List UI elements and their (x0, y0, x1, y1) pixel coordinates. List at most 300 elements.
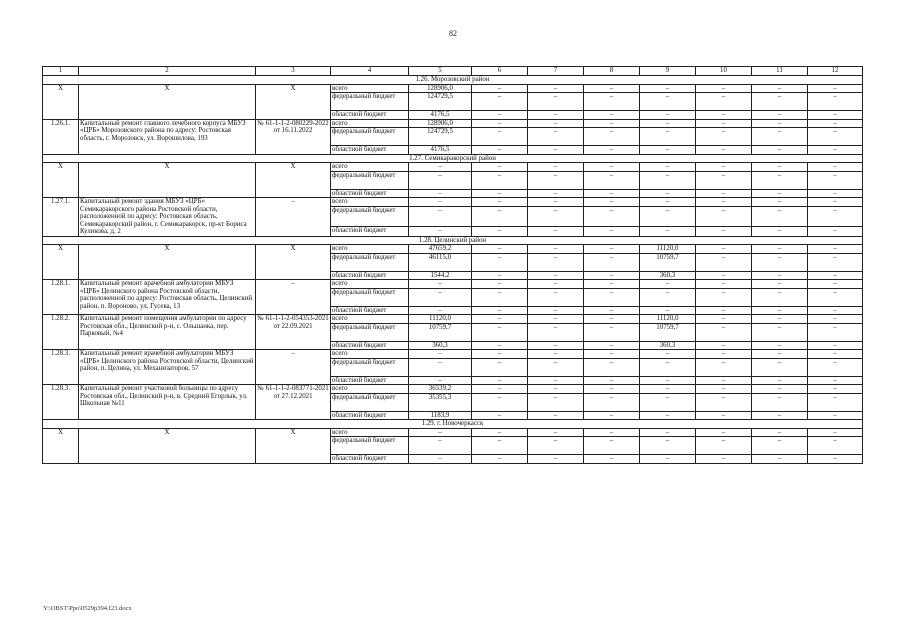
value-col-8: – (584, 455, 640, 464)
value-col-6: – (472, 393, 528, 411)
value-col-7: – (528, 315, 584, 324)
value-col-7: – (528, 189, 584, 198)
expertise-cell: № 61-1-1-2-080229-2022 от 16.11.2022 (256, 119, 331, 154)
value-col-9: – (640, 437, 696, 455)
value-col-11: – (752, 227, 808, 236)
value-col-12: – (808, 111, 863, 120)
value-col-5: 47659,2 (409, 245, 472, 254)
object-name-cell: Капитальный ремонт врачебной амбулатории МБУЗ «ЦРБ» Целинского района Ростовской области, Целинский район, п. Целина, ул. Механизаторов, 57 (79, 350, 256, 385)
value-col-11: – (752, 253, 808, 271)
value-col-9: – (640, 411, 696, 420)
funding-source-cell: федеральный бюджет (331, 171, 409, 189)
value-col-11: – (752, 358, 808, 376)
funding-source-cell: федеральный бюджет (331, 93, 409, 111)
expertise-cell: Х (256, 163, 331, 198)
object-number-cell: 1.27.1. (43, 198, 79, 237)
value-col-6: – (472, 207, 528, 227)
page-number: 82 (449, 29, 457, 38)
value-col-7: – (528, 93, 584, 111)
value-col-11: – (752, 111, 808, 120)
value-col-5: – (409, 455, 472, 464)
value-col-10: – (696, 358, 752, 376)
value-col-10: – (696, 411, 752, 420)
value-col-12: – (808, 411, 863, 420)
object-number-cell: Х (43, 245, 79, 280)
value-col-5: 36539,2 (409, 385, 472, 394)
value-col-6: – (472, 376, 528, 385)
financing-table (42, 66, 863, 464)
value-col-7: – (528, 358, 584, 376)
value-col-12: – (808, 376, 863, 385)
value-col-8: – (584, 146, 640, 155)
column-number-cell: 11 (752, 67, 808, 76)
value-col-11: – (752, 323, 808, 341)
object-number-cell: 1.28.1. (43, 280, 79, 315)
value-col-10: – (696, 306, 752, 315)
value-col-7: – (528, 411, 584, 420)
object-number-cell: 1.28.3. (43, 350, 79, 385)
funding-source-cell: всего (331, 245, 409, 254)
value-col-12: – (808, 323, 863, 341)
expertise-cell: Х (256, 245, 331, 280)
value-col-12: – (808, 437, 863, 455)
value-col-12: – (808, 280, 863, 289)
column-number-cell: 2 (79, 67, 256, 76)
value-col-7: – (528, 227, 584, 236)
value-col-6: – (472, 171, 528, 189)
funding-source-cell: федеральный бюджет (331, 253, 409, 271)
funding-source-cell: федеральный бюджет (331, 437, 409, 455)
funding-source-cell: всего (331, 198, 409, 207)
value-col-7: – (528, 198, 584, 207)
value-col-11: – (752, 189, 808, 198)
value-col-5: – (409, 207, 472, 227)
value-col-11: – (752, 428, 808, 437)
column-number-cell: 9 (640, 67, 696, 76)
value-col-10: – (696, 385, 752, 394)
value-col-9: 10759,7 (640, 253, 696, 271)
value-col-12: – (808, 163, 863, 172)
value-col-8: – (584, 84, 640, 93)
object-number-cell: 1.26.1. (43, 119, 79, 154)
column-number-cell: 10 (696, 67, 752, 76)
value-col-6: – (472, 455, 528, 464)
value-col-9: 360,3 (640, 271, 696, 280)
funding-source-cell: областной бюджет (331, 227, 409, 236)
value-col-12: – (808, 198, 863, 207)
table-row (43, 245, 863, 254)
value-col-8: – (584, 253, 640, 271)
value-col-8: – (584, 437, 640, 455)
value-col-11: – (752, 207, 808, 227)
value-col-5: – (409, 437, 472, 455)
value-col-6: – (472, 385, 528, 394)
expertise-cell: – (256, 198, 331, 237)
value-col-12: – (808, 171, 863, 189)
expertise-cell: – (256, 280, 331, 315)
value-col-12: – (808, 393, 863, 411)
funding-source-cell: всего (331, 280, 409, 289)
value-col-8: – (584, 376, 640, 385)
value-col-11: – (752, 411, 808, 420)
object-name-cell: Х (79, 84, 256, 119)
value-col-12: – (808, 93, 863, 111)
value-col-9: – (640, 350, 696, 359)
value-col-8: – (584, 245, 640, 254)
value-col-5: 128906,0 (409, 84, 472, 93)
value-col-8: – (584, 119, 640, 128)
value-col-7: – (528, 288, 584, 306)
value-col-5: – (409, 376, 472, 385)
value-col-8: – (584, 350, 640, 359)
value-col-7: – (528, 119, 584, 128)
value-col-10: – (696, 393, 752, 411)
section-title: 1.27. Семикаракорский район (43, 154, 863, 163)
value-col-12: – (808, 358, 863, 376)
value-col-7: – (528, 163, 584, 172)
value-col-10: – (696, 280, 752, 289)
value-col-9: – (640, 385, 696, 394)
value-col-11: – (752, 93, 808, 111)
value-col-8: – (584, 198, 640, 207)
value-col-9: 11120,0 (640, 245, 696, 254)
value-col-11: – (752, 306, 808, 315)
value-col-7: – (528, 253, 584, 271)
value-col-6: – (472, 111, 528, 120)
value-col-6: – (472, 93, 528, 111)
object-name-cell: Капитальный ремонт участковой больницы по адресу Ростовская обл., Целинский р-н, в. Средний Егорлык, ул. Школьная №11 (79, 385, 256, 420)
value-col-6: – (472, 227, 528, 236)
value-col-6: – (472, 189, 528, 198)
funding-source-cell: всего (331, 163, 409, 172)
value-col-5: 35355,3 (409, 393, 472, 411)
value-col-11: – (752, 385, 808, 394)
value-col-10: – (696, 245, 752, 254)
value-col-11: – (752, 393, 808, 411)
column-number-cell: 7 (528, 67, 584, 76)
value-col-8: – (584, 189, 640, 198)
funding-source-cell: всего (331, 350, 409, 359)
value-col-6: – (472, 315, 528, 324)
value-col-10: – (696, 376, 752, 385)
value-col-7: – (528, 455, 584, 464)
value-col-5: 360,3 (409, 341, 472, 350)
value-col-11: – (752, 84, 808, 93)
value-col-9: – (640, 280, 696, 289)
value-col-8: – (584, 227, 640, 236)
column-number-cell: 1 (43, 67, 79, 76)
table-row (43, 280, 863, 289)
value-col-7: – (528, 146, 584, 155)
value-col-10: – (696, 198, 752, 207)
value-col-10: – (696, 341, 752, 350)
section-row (43, 154, 863, 163)
value-col-7: – (528, 306, 584, 315)
value-col-11: – (752, 245, 808, 254)
value-col-6: – (472, 119, 528, 128)
value-col-6: – (472, 437, 528, 455)
funding-source-cell: федеральный бюджет (331, 288, 409, 306)
value-col-9: – (640, 111, 696, 120)
value-col-9: – (640, 207, 696, 227)
table-row (43, 119, 863, 128)
value-col-11: – (752, 376, 808, 385)
table-row (43, 385, 863, 394)
funding-source-cell: областной бюджет (331, 376, 409, 385)
expertise-cell: Х (256, 428, 331, 463)
value-col-10: – (696, 163, 752, 172)
funding-source-cell: областной бюджет (331, 455, 409, 464)
column-number-cell: 8 (584, 67, 640, 76)
value-col-7: – (528, 128, 584, 146)
value-col-7: – (528, 207, 584, 227)
value-col-9: – (640, 146, 696, 155)
value-col-6: – (472, 84, 528, 93)
value-col-7: – (528, 376, 584, 385)
value-col-11: – (752, 171, 808, 189)
value-col-10: – (696, 288, 752, 306)
value-col-12: – (808, 207, 863, 227)
object-name-cell: Капитальный ремонт помещения амбулатории по адресу Ростовская обл., Целинский р-н, с. Ольшанка, пер. Парковый, №4 (79, 315, 256, 350)
object-number-cell: Х (43, 84, 79, 119)
value-col-6: – (472, 323, 528, 341)
section-row (43, 420, 863, 429)
value-col-5: – (409, 288, 472, 306)
object-name-cell: Капитальный ремонт здания МБУЗ «ЦРБ» Семикаракорского района Ростовской области, расположенной по адресу: Ростовская область, Семикаракорский район, г. Семикаракорск, пр-кт Бориса Куликова, д. 2 (79, 198, 256, 237)
expertise-cell: № 61-1-1-2-083771-2021 от 27.12.2021 (256, 385, 331, 420)
value-col-7: – (528, 341, 584, 350)
value-col-5: – (409, 189, 472, 198)
value-col-12: – (808, 227, 863, 236)
value-col-5: – (409, 227, 472, 236)
value-col-5: 10759,7 (409, 323, 472, 341)
value-col-8: – (584, 280, 640, 289)
value-col-8: – (584, 341, 640, 350)
value-col-10: – (696, 93, 752, 111)
value-col-5: 124729,5 (409, 93, 472, 111)
value-col-7: – (528, 393, 584, 411)
value-col-11: – (752, 341, 808, 350)
expertise-cell: – (256, 350, 331, 385)
value-col-12: – (808, 306, 863, 315)
value-col-8: – (584, 128, 640, 146)
value-col-12: – (808, 245, 863, 254)
value-col-10: – (696, 315, 752, 324)
table-row (43, 428, 863, 437)
funding-source-cell: федеральный бюджет (331, 358, 409, 376)
value-col-5: – (409, 306, 472, 315)
value-col-12: – (808, 315, 863, 324)
value-col-9: – (640, 376, 696, 385)
section-row (43, 76, 863, 85)
value-col-12: – (808, 128, 863, 146)
funding-source-cell: федеральный бюджет (331, 128, 409, 146)
value-col-9: – (640, 288, 696, 306)
funding-source-cell: всего (331, 385, 409, 394)
value-col-9: – (640, 393, 696, 411)
object-name-cell: Х (79, 428, 256, 463)
value-col-5: – (409, 428, 472, 437)
value-col-6: – (472, 288, 528, 306)
object-number-cell: Х (43, 163, 79, 198)
value-col-5: 124729,5 (409, 128, 472, 146)
value-col-8: – (584, 315, 640, 324)
value-col-10: – (696, 227, 752, 236)
value-col-6: – (472, 146, 528, 155)
value-col-9: – (640, 428, 696, 437)
value-col-9: – (640, 358, 696, 376)
value-col-9: 360,3 (640, 341, 696, 350)
value-col-7: – (528, 111, 584, 120)
value-col-6: – (472, 245, 528, 254)
value-col-11: – (752, 437, 808, 455)
value-col-12: – (808, 271, 863, 280)
value-col-7: – (528, 280, 584, 289)
value-col-7: – (528, 245, 584, 254)
value-col-11: – (752, 198, 808, 207)
value-col-5: 46115,0 (409, 253, 472, 271)
value-col-12: – (808, 146, 863, 155)
value-col-9: – (640, 306, 696, 315)
value-col-12: – (808, 253, 863, 271)
value-col-12: – (808, 350, 863, 359)
value-col-10: – (696, 323, 752, 341)
value-col-8: – (584, 393, 640, 411)
value-col-10: – (696, 437, 752, 455)
value-col-10: – (696, 189, 752, 198)
funding-source-cell: всего (331, 428, 409, 437)
value-col-8: – (584, 358, 640, 376)
value-col-6: – (472, 350, 528, 359)
value-col-9: – (640, 128, 696, 146)
value-col-10: – (696, 271, 752, 280)
funding-source-cell: всего (331, 315, 409, 324)
value-col-11: – (752, 146, 808, 155)
value-col-8: – (584, 411, 640, 420)
value-col-10: – (696, 253, 752, 271)
value-col-8: – (584, 171, 640, 189)
column-number-cell: 5 (409, 67, 472, 76)
value-col-7: – (528, 350, 584, 359)
funding-source-cell: областной бюджет (331, 341, 409, 350)
value-col-6: – (472, 128, 528, 146)
value-col-5: – (409, 163, 472, 172)
object-number-cell: 1.28.2. (43, 315, 79, 350)
value-col-5: – (409, 171, 472, 189)
object-name-cell: Капитальный ремонт главного лечебного корпуса МБУЗ «ЦРБ» Морозовского района по адресу: Ростовская область, г. Морозовск, ул. Ворошилова, 193 (79, 119, 256, 154)
table-row (43, 84, 863, 93)
value-col-9: – (640, 163, 696, 172)
value-col-9: – (640, 455, 696, 464)
value-col-5: 1183,9 (409, 411, 472, 420)
value-col-8: – (584, 428, 640, 437)
funding-source-cell: федеральный бюджет (331, 207, 409, 227)
value-col-9: – (640, 227, 696, 236)
value-col-7: – (528, 171, 584, 189)
value-col-6: – (472, 358, 528, 376)
section-title: 1.29. г. Новочеркасск (43, 420, 863, 429)
value-col-5: – (409, 358, 472, 376)
funding-source-cell: областной бюджет (331, 411, 409, 420)
value-col-10: – (696, 207, 752, 227)
value-col-8: – (584, 323, 640, 341)
table-row (43, 315, 863, 324)
object-name-cell: Х (79, 163, 256, 198)
value-col-8: – (584, 271, 640, 280)
value-col-6: – (472, 163, 528, 172)
value-col-9: – (640, 198, 696, 207)
value-col-6: – (472, 428, 528, 437)
expertise-cell: Х (256, 84, 331, 119)
value-col-5: 4176,5 (409, 146, 472, 155)
value-col-10: – (696, 111, 752, 120)
expertise-cell: № 61-1-1-2-054353-2021 от 22.09.2021 (256, 315, 331, 350)
value-col-7: – (528, 271, 584, 280)
value-col-5: – (409, 198, 472, 207)
funding-source-cell: областной бюджет (331, 189, 409, 198)
value-col-7: – (528, 84, 584, 93)
funding-source-cell: федеральный бюджет (331, 393, 409, 411)
value-col-11: – (752, 128, 808, 146)
value-col-5: – (409, 280, 472, 289)
column-number-cell: 6 (472, 67, 528, 76)
value-col-9: – (640, 119, 696, 128)
value-col-7: – (528, 385, 584, 394)
value-col-12: – (808, 189, 863, 198)
value-col-11: – (752, 119, 808, 128)
value-col-11: – (752, 163, 808, 172)
object-name-cell: Х (79, 245, 256, 280)
value-col-9: – (640, 93, 696, 111)
value-col-11: – (752, 350, 808, 359)
funding-source-cell: всего (331, 119, 409, 128)
value-col-8: – (584, 385, 640, 394)
value-col-8: – (584, 163, 640, 172)
value-col-11: – (752, 455, 808, 464)
value-col-9: – (640, 171, 696, 189)
value-col-9: – (640, 189, 696, 198)
value-col-11: – (752, 271, 808, 280)
value-col-10: – (696, 119, 752, 128)
section-title: 1.26. Морозовский район (43, 76, 863, 85)
funding-source-cell: областной бюджет (331, 271, 409, 280)
value-col-8: – (584, 207, 640, 227)
table-row (43, 198, 863, 207)
value-col-11: – (752, 315, 808, 324)
column-number-row (43, 67, 863, 76)
object-number-cell: 1.28.3. (43, 385, 79, 420)
value-col-10: – (696, 455, 752, 464)
funding-source-cell: всего (331, 84, 409, 93)
value-col-8: – (584, 111, 640, 120)
object-number-cell: Х (43, 428, 79, 463)
value-col-6: – (472, 198, 528, 207)
value-col-6: – (472, 306, 528, 315)
value-col-5: 11120,0 (409, 315, 472, 324)
column-number-cell: 3 (256, 67, 331, 76)
column-number-cell: 12 (808, 67, 863, 76)
value-col-12: – (808, 119, 863, 128)
value-col-10: – (696, 350, 752, 359)
value-col-10: – (696, 128, 752, 146)
funding-source-cell: областной бюджет (331, 111, 409, 120)
value-col-11: – (752, 280, 808, 289)
table-row (43, 163, 863, 172)
value-col-10: – (696, 428, 752, 437)
value-col-7: – (528, 428, 584, 437)
value-col-12: – (808, 84, 863, 93)
value-col-12: – (808, 341, 863, 350)
